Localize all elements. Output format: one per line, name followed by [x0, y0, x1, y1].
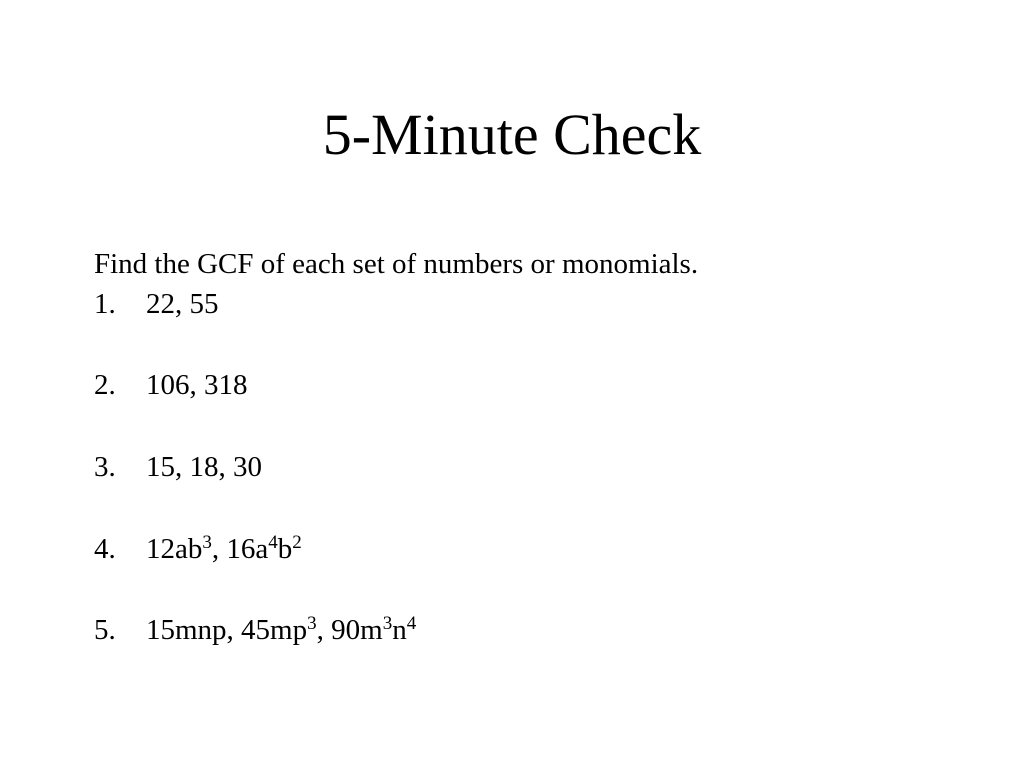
expression-term: , 16a	[211, 533, 269, 565]
expression-term: 22, 55	[146, 288, 219, 320]
problem-number: 2.	[94, 369, 116, 401]
exponent: 4	[406, 613, 417, 634]
problem-4	[94, 529, 302, 569]
expression-term: , 90m	[316, 614, 383, 646]
exponent: 3	[202, 532, 212, 553]
expression-term: 15mnp, 45mp	[146, 614, 308, 646]
problem-expression	[146, 614, 416, 646]
expression-term: b	[277, 533, 293, 565]
expression-term: 12ab	[146, 533, 203, 565]
exponent: 3	[382, 613, 393, 634]
problem-2	[94, 365, 248, 405]
problem-3	[94, 447, 262, 487]
exponent: 4	[268, 532, 278, 553]
expression-term: 15, 18, 30	[146, 451, 262, 483]
exponent: 2	[292, 532, 302, 553]
expression-term: 106, 318	[146, 369, 248, 401]
problem-1	[94, 284, 219, 324]
instruction-text: Find the GCF of each set of numbers or monomials.	[94, 248, 699, 280]
problem-5	[94, 610, 416, 650]
problem-number: 1.	[94, 288, 116, 320]
slide-title: 5-Minute Check	[322, 102, 702, 167]
problem-number: 3.	[94, 451, 116, 483]
problem-expression	[146, 288, 219, 320]
problem-number: 5.	[94, 614, 116, 646]
problem-expression	[146, 369, 248, 401]
problem-expression	[146, 451, 262, 483]
problem-number: 4.	[94, 533, 116, 565]
exponent: 3	[307, 613, 317, 634]
problem-expression	[146, 533, 302, 565]
expression-term: n	[392, 614, 407, 646]
